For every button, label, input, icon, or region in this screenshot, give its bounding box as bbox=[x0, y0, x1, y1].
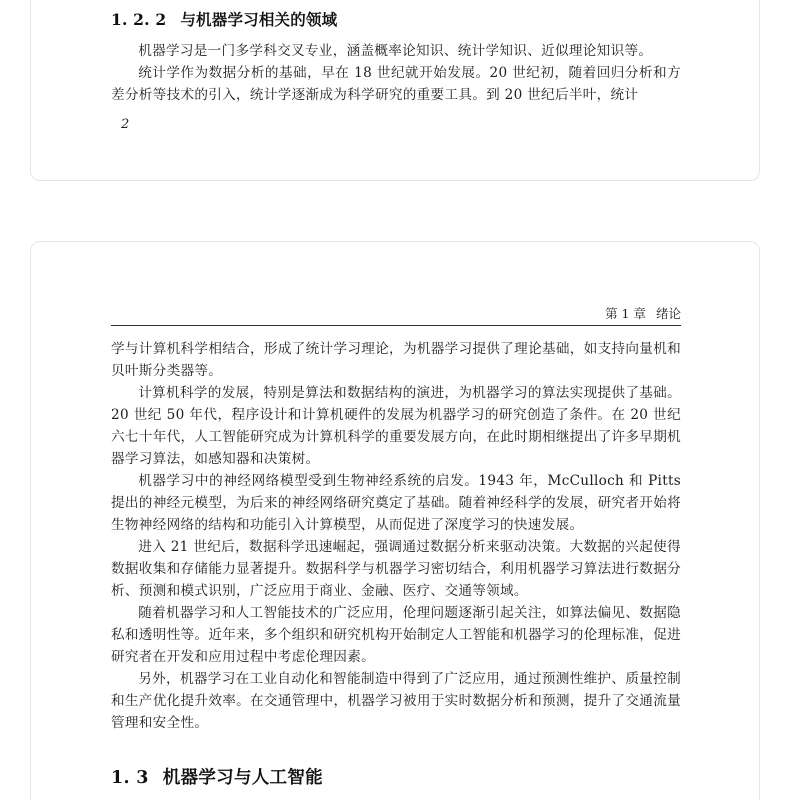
paragraph: 计算机科学的发展，特别是算法和数据结构的演进，为机器学习的算法实现提供了基础。20 世纪 50 年代，程序设计和计算机硬件的发展为机器学习的研究创造了条件。在 20 世纪六七十年代，人工智能研究成为计算机科学的重要发展方向，在此时期相继提出了许多早期机器学习算法，如感知器和决策树。 bbox=[111, 385, 681, 467]
section-heading bbox=[111, 764, 681, 789]
section-title: 与机器学习相关的领域 bbox=[180, 10, 338, 29]
running-header-title: 绪论 bbox=[655, 306, 681, 321]
page-content bbox=[111, 338, 681, 789]
running-header bbox=[111, 304, 681, 326]
section-heading bbox=[111, 8, 681, 30]
document-page bbox=[30, 241, 760, 800]
paragraph: 机器学习中的神经网络模型受到生物神经系统的启发。1943 年，McCulloch 和 Pitts 提出的神经元模型，为后来的神经网络研究奠定了基础。随着神经科学的发展，研究者开始将生物神经网络的结构和功能引入计算模型，从而促进了深度学习的快速发展。 bbox=[111, 473, 681, 533]
page-number: 2 bbox=[121, 117, 130, 132]
paragraph: 另外，机器学习在工业自动化和智能制造中得到了广泛应用，通过预测性维护、质量控制和生产优化提升效率。在交通管理中，机器学习被用于实时数据分析和预测，提升了交通流量管理和安全性。 bbox=[111, 671, 681, 731]
document-page bbox=[30, 0, 760, 181]
paragraph: 进入 21 世纪后，数据科学迅速崛起，强调通过数据分析来驱动决策。大数据的兴起使得数据收集和存储能力显著提升。数据科学与机器学习密切结合，利用机器学习算法进行数据分析、预测和模式识别，广泛应用于商业、金融、医疗、交通等领域。 bbox=[111, 539, 681, 599]
scrollbar[interactable] bbox=[794, 0, 800, 800]
section-title: 机器学习与人工智能 bbox=[162, 768, 323, 788]
paragraph: 随着机器学习和人工智能技术的广泛应用，伦理问题逐渐引起关注，如算法偏见、数据隐私和透明性等。近年来，多个组织和研究机构开始制定人工智能和机器学习的伦理标准，促进研究者在开发和应用过程中考虑伦理因素。 bbox=[111, 605, 681, 665]
paragraph: 学与计算机科学相结合，形成了统计学习理论，为机器学习提供了理论基础，如支持向量机和贝叶斯分类器等。 bbox=[111, 341, 681, 379]
section-number: 1. 3 bbox=[111, 768, 149, 788]
section-number: 1. 2. 2 bbox=[111, 10, 167, 29]
running-header-chapter: 第 1 章 bbox=[605, 306, 646, 321]
page-content bbox=[111, 8, 681, 106]
paragraph: 统计学作为数据分析的基础，早在 18 世纪就开始发展。20 世纪初，随着回归分析和方差分析等技术的引入，统计学逐渐成为科学研究的重要工具。到 20 世纪后半叶，统计 bbox=[111, 65, 681, 103]
paragraph: 机器学习是一门多学科交叉专业，涵盖概率论知识、统计学知识、近似理论知识等。 bbox=[138, 43, 653, 59]
